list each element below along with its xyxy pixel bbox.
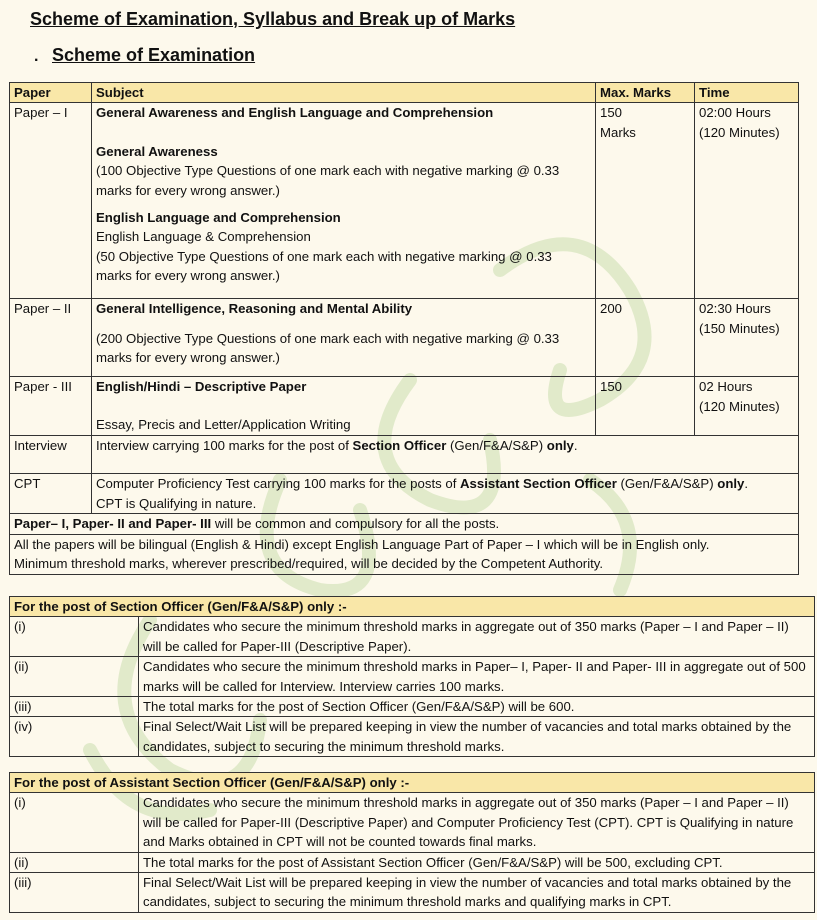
row-number: (iii) [10,873,139,913]
paper-3-text: Essay, Precis and Letter/Application Writing [96,416,351,432]
paper-1-label: Paper – I [10,103,92,299]
scheme-header-row [10,83,799,103]
table-row-paper-3 [10,377,799,436]
header-paper: Paper [10,83,92,103]
section-bullet: . [34,48,39,65]
paper-3-label: Paper - III [10,377,92,436]
table-row-paper-1 [10,103,799,299]
header-max-marks: Max. Marks [596,83,695,103]
table-row-paper-2 [10,299,799,377]
general-awareness-text: (100 Objective Type Questions of one mark each with negative marking @ 0.33 marks for every wrong answer.) [96,163,560,198]
table-row [10,697,815,717]
paper-3-title: English/Hindi – Descriptive Paper [96,379,307,395]
row-text: Final Select/Wait List will be prepared keeping in view the number of vacancies and total marks obtained by the candidates, subject to securing the minimum threshold marks. [139,717,815,757]
interview-text: Interview carrying 100 marks for the post of Section Officer (Gen/F&A/S&P) only. [92,436,799,474]
bilingual-note: All the papers will be bilingual (English & Hindi) except English Language Part of Paper – I which will be in English only. [14,536,710,552]
cpt-text: Computer Proficiency Test carrying 100 marks for the posts of Assistant Section Officer (Gen/F&A/S&P) only. CPT is Qualifying in nature. [92,474,799,514]
row-number: (i) [10,793,139,852]
section-officer-table [9,596,815,757]
paper-1-time: 02:00 Hours (120 Minutes) [695,103,799,299]
section-officer-heading: For the post of Section Officer (Gen/F&A/S&P) only :- [10,597,815,617]
main-title: Scheme of Examination, Syllabus and Break up of Marks [30,9,516,29]
section-officer-heading-row [10,597,815,617]
assistant-section-officer-table [9,772,815,913]
general-notes [10,534,799,574]
row-text: Candidates who secure the minimum threshold marks in aggregate out of 350 marks (Paper – I and Paper – II) will be called for Paper-III (Descriptive Paper). [139,617,815,657]
paper-2-time: 02:30 Hours (150 Minutes) [695,299,799,377]
row-text: The total marks for the post of Assistant Section Officer (Gen/F&A/S&P) will be 500, excluding CPT. [139,852,815,872]
threshold-note: Minimum threshold marks, wherever prescribed/required, will be decided by the Competent Authority. [14,556,604,572]
row-number: (iv) [10,717,139,757]
paper-1-marks: 150 Marks [596,103,695,299]
paper-2-marks: 200 [596,299,695,377]
table-row [10,873,815,913]
table-row-common [10,514,799,534]
common-papers-note: Paper– I, Paper- II and Paper- III will be common and compulsory for all the posts. [10,514,799,534]
paper-1-subject [92,103,596,299]
english-language-text: (50 Objective Type Questions of one mark each with negative marking @ 0.33 marks for every wrong answer.) [96,248,552,284]
row-number: (ii) [10,852,139,872]
row-number: (i) [10,617,139,657]
table-row [10,717,815,757]
paper-1-title: General Awareness and English Language and Comprehension [96,105,494,121]
general-awareness-title: General Awareness [96,143,218,159]
row-text: Candidates who secure the minimum threshold marks in Paper– I, Paper- II and Paper- III in aggregate out of 500 marks will be called for Interview. Interview carries 100 marks. [139,657,815,697]
table-row [10,793,815,852]
header-time: Time [695,83,799,103]
paper-2-text: (200 Objective Type Questions of one mark each with negative marking @ 0.33 marks for every wrong answer.) [96,330,560,366]
aso-heading: For the post of Assistant Section Officer (Gen/F&A/S&P) only :- [10,773,815,793]
row-text: Candidates who secure the minimum threshold marks in aggregate out of 350 marks (Paper – I and Paper – II) will be called for Paper-III (Descriptive Paper) and Computer Proficiency Test (CPT). CPT is Qualifying in nature and Marks obtained in CPT will not be counted towards final marks. [139,793,815,852]
header-subject: Subject [92,83,596,103]
table-row-notes [10,534,799,574]
table-row [10,852,815,872]
row-number: (iii) [10,697,139,717]
row-number: (ii) [10,657,139,697]
table-row [10,617,815,657]
paper-2-title: General Intelligence, Reasoning and Mental Ability [96,301,413,317]
english-language-title: English Language and Comprehension [96,210,341,226]
cpt-label: CPT [10,474,92,514]
scheme-table [9,82,799,575]
table-row-interview [10,436,799,474]
interview-label: Interview [10,436,92,474]
aso-heading-row [10,773,815,793]
paper-2-subject [92,299,596,377]
paper-3-marks: 150 [596,377,695,436]
table-row [10,657,815,697]
paper-2-label: Paper – II [10,299,92,377]
row-text: The total marks for the post of Section Officer (Gen/F&A/S&P) will be 600. [139,697,815,717]
section-title: Scheme of Examination [52,45,256,65]
paper-3-subject [92,377,596,436]
paper-3-time: 02 Hours (120 Minutes) [695,377,799,436]
row-text: Final Select/Wait List will be prepared keeping in view the number of vacancies and total marks obtained by the candidates, subject to securing the minimum threshold marks and qualifying marks in CPT. [139,873,815,913]
english-language-subtitle: English Language & Comprehension [96,229,311,245]
table-row-cpt [10,474,799,514]
